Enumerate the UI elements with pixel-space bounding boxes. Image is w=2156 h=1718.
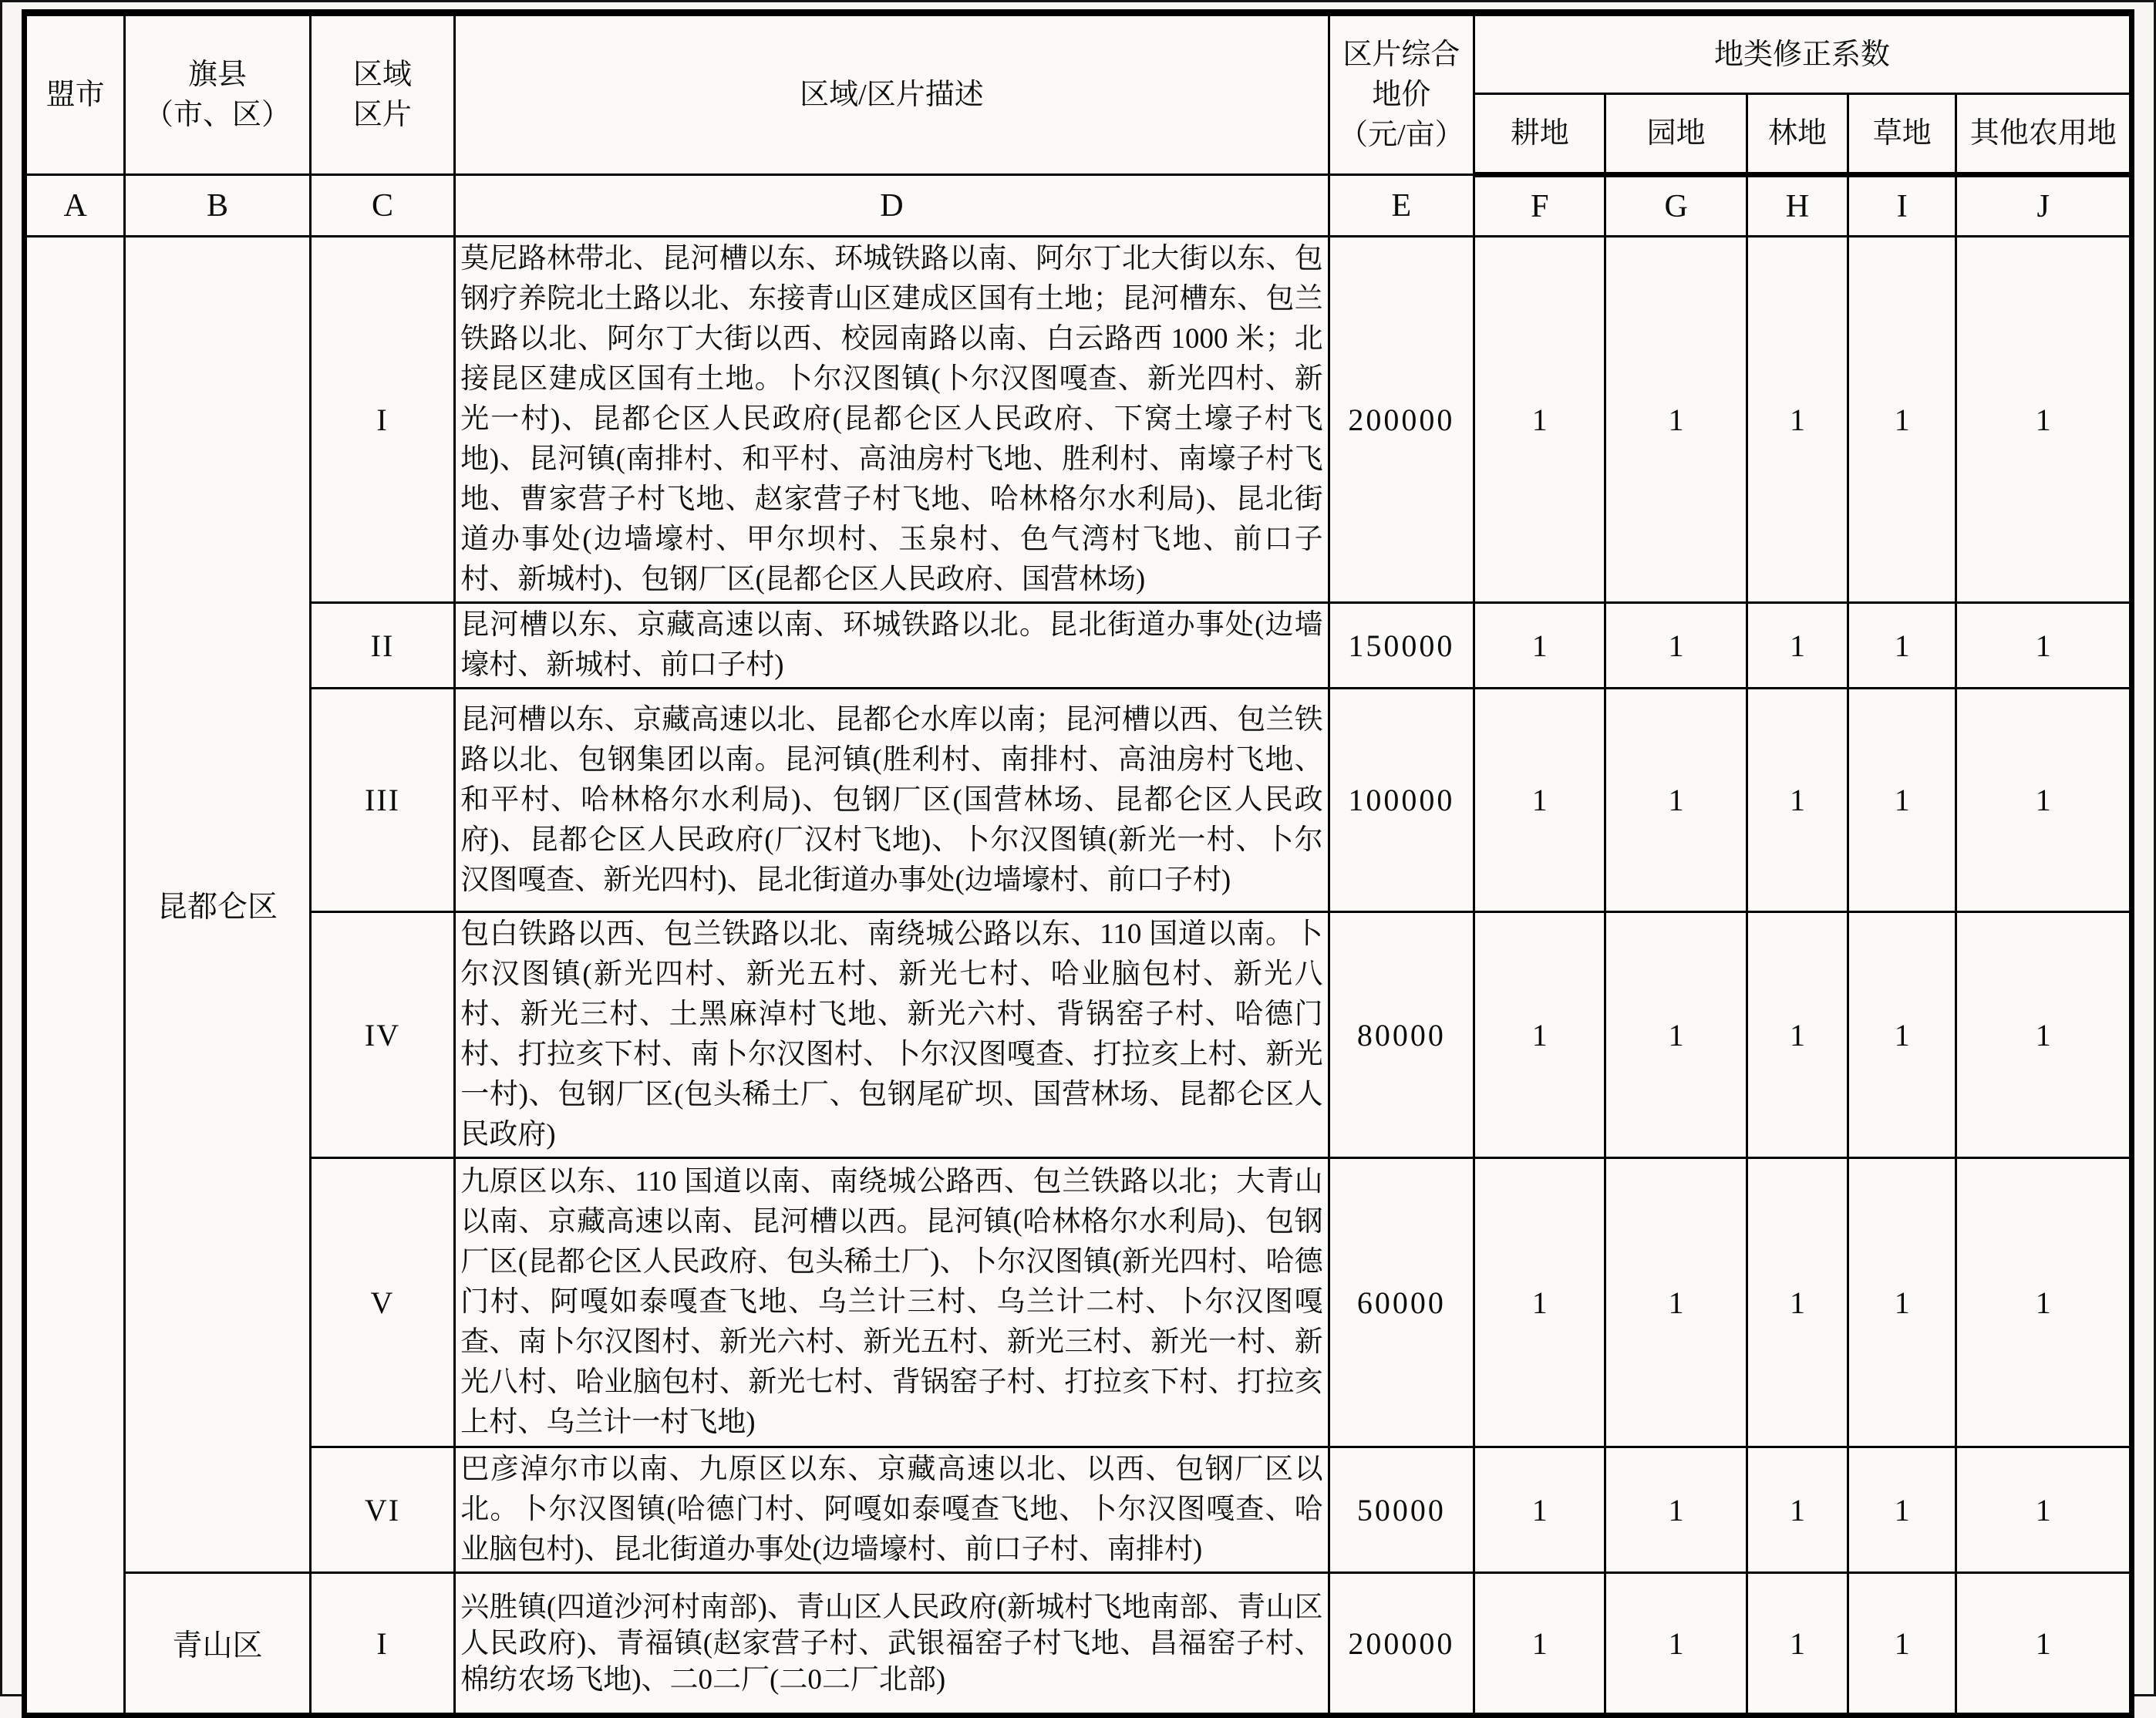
coef-grass: 1 bbox=[1848, 912, 1956, 1158]
column-letter-f: F bbox=[1474, 175, 1605, 237]
coef-forest: 1 bbox=[1747, 689, 1848, 912]
coef-garden: 1 bbox=[1605, 1573, 1747, 1716]
coef-other: 1 bbox=[1956, 1447, 2132, 1573]
table-row bbox=[25, 1573, 2132, 1716]
zone-description: 昆河槽以东、京藏高速以南、环城铁路以北。昆北街道办事处(边墙壕村、新城村、前口子村) bbox=[455, 603, 1329, 689]
coef-other: 1 bbox=[1956, 603, 2132, 689]
coef-grass: 1 bbox=[1848, 237, 1956, 603]
coef-other: 1 bbox=[1956, 912, 2132, 1158]
coef-forest: 1 bbox=[1747, 1158, 1848, 1447]
header-league: 盟市 bbox=[25, 13, 125, 175]
column-letter-h: H bbox=[1747, 175, 1848, 237]
coef-farmland: 1 bbox=[1474, 1447, 1605, 1573]
header-price-line3: （元/亩） bbox=[1339, 119, 1464, 151]
coef-other: 1 bbox=[1956, 1573, 2132, 1716]
header-coef-grass: 草地 bbox=[1848, 94, 1956, 175]
coef-garden: 1 bbox=[1605, 237, 1747, 603]
coef-farmland: 1 bbox=[1474, 1573, 1605, 1716]
zone-cell: II bbox=[310, 603, 454, 689]
header-price-line1: 区片综合 bbox=[1342, 39, 1460, 71]
header-county-line2: （市、区） bbox=[144, 99, 291, 131]
district-kundulun: 昆都仑区 bbox=[125, 237, 311, 1573]
column-letter-i: I bbox=[1848, 175, 1956, 237]
coef-garden: 1 bbox=[1605, 603, 1747, 689]
column-letter-d: D bbox=[455, 175, 1329, 237]
coef-garden: 1 bbox=[1605, 912, 1747, 1158]
table-row bbox=[25, 237, 2132, 603]
price-value: 200000 bbox=[1329, 1573, 1474, 1716]
column-letter-row bbox=[25, 175, 2132, 237]
coef-grass: 1 bbox=[1848, 1447, 1956, 1573]
coef-grass: 1 bbox=[1848, 689, 1956, 912]
zone-cell: V bbox=[310, 1158, 454, 1447]
coef-other: 1 bbox=[1956, 237, 2132, 603]
district-qingshan: 青山区 bbox=[125, 1573, 311, 1716]
column-letter-j: J bbox=[1956, 175, 2132, 237]
header-zone-line2: 区片 bbox=[352, 99, 412, 131]
coef-forest: 1 bbox=[1747, 912, 1848, 1158]
coef-other: 1 bbox=[1956, 1158, 2132, 1447]
header-zone-line1: 区域 bbox=[352, 59, 412, 91]
header-county-line1: 旗县 bbox=[188, 59, 248, 91]
league-city-cell bbox=[25, 237, 125, 1716]
column-letter-g: G bbox=[1605, 175, 1747, 237]
zone-description: 巴彦淖尔市以南、九原区以东、京藏高速以北、以西、包钢厂区以北。卜尔汉图镇(哈德门村、阿嘎如泰嘎查飞地、卜尔汉图嘎查、哈业脑包村)、昆北街道办事处(边墙壕村、前口子村、南排村) bbox=[455, 1447, 1329, 1573]
zone-description: 兴胜镇(四道沙河村南部)、青山区人民政府(新城村飞地南部、青山区人民政府)、青福镇(赵家营子村、武银福窑子村飞地、昌福窑子村、棉纺农场飞地)、二0二厂(二0二厂北部) bbox=[455, 1573, 1329, 1716]
header-county bbox=[125, 13, 311, 175]
land-price-table bbox=[22, 9, 2134, 1718]
coef-garden: 1 bbox=[1605, 1158, 1747, 1447]
coef-farmland: 1 bbox=[1474, 912, 1605, 1158]
zone-cell: VI bbox=[310, 1447, 454, 1573]
coef-farmland: 1 bbox=[1474, 1158, 1605, 1447]
coef-forest: 1 bbox=[1747, 1447, 1848, 1573]
header-coef-forest: 林地 bbox=[1747, 94, 1848, 175]
coef-farmland: 1 bbox=[1474, 689, 1605, 912]
price-value: 60000 bbox=[1329, 1158, 1474, 1447]
zone-description: 包白铁路以西、包兰铁路以北、南绕城公路以东、110 国道以南。卜尔汉图镇(新光四村、新光五村、新光七村、哈业脑包村、新光八村、新光三村、土黑麻淖村飞地、新光六村、背锅窑子村、哈德门村、打拉亥下村、南卜尔汉图村、卜尔汉图嘎查、打拉亥上村、新光一村)、包钢厂区(包头稀土厂、包钢尾矿坝、国营林场、昆都仑区人民政府) bbox=[455, 912, 1329, 1158]
zone-description: 九原区以东、110 国道以南、南绕城公路西、包兰铁路以北；大青山以南、京藏高速以南、昆河槽以西。昆河镇(哈林格尔水利局)、包钢厂区(昆都仑区人民政府、包头稀土厂)、卜尔汉图镇(新光四村、哈德门村、阿嘎如泰嘎查飞地、乌兰计三村、乌兰计二村、卜尔汉图嘎查、南卜尔汉图村、新光六村、新光五村、新光三村、新光一村、新光八村、哈业脑包村、新光七村、背锅窑子村、打拉亥下村、打拉亥上村、乌兰计一村飞地) bbox=[455, 1158, 1329, 1447]
price-value: 150000 bbox=[1329, 603, 1474, 689]
header-coef-garden: 园地 bbox=[1605, 94, 1747, 175]
coef-other: 1 bbox=[1956, 689, 2132, 912]
header-coef-farmland: 耕地 bbox=[1474, 94, 1605, 175]
zone-cell: I bbox=[310, 1573, 454, 1716]
coef-farmland: 1 bbox=[1474, 237, 1605, 603]
table-row bbox=[25, 1447, 2132, 1573]
header-coef-other: 其他农用地 bbox=[1956, 94, 2132, 175]
zone-cell: I bbox=[310, 237, 454, 603]
header-zone bbox=[310, 13, 454, 175]
price-value: 200000 bbox=[1329, 237, 1474, 603]
coef-garden: 1 bbox=[1605, 689, 1747, 912]
price-value: 50000 bbox=[1329, 1447, 1474, 1573]
coef-grass: 1 bbox=[1848, 1573, 1956, 1716]
column-letter-b: B bbox=[125, 175, 311, 237]
coef-grass: 1 bbox=[1848, 1158, 1956, 1447]
header-price bbox=[1329, 13, 1474, 175]
header-coefficient-group: 地类修正系数 bbox=[1474, 13, 2132, 94]
price-value: 80000 bbox=[1329, 912, 1474, 1158]
coef-garden: 1 bbox=[1605, 1447, 1747, 1573]
column-letter-a: A bbox=[25, 175, 125, 237]
table-row bbox=[25, 912, 2132, 1158]
zone-cell: IV bbox=[310, 912, 454, 1158]
coef-forest: 1 bbox=[1747, 1573, 1848, 1716]
header-price-line2: 地价 bbox=[1372, 79, 1431, 111]
coef-grass: 1 bbox=[1848, 603, 1956, 689]
coef-forest: 1 bbox=[1747, 237, 1848, 603]
coef-forest: 1 bbox=[1747, 603, 1848, 689]
table-row bbox=[25, 603, 2132, 689]
column-letter-e: E bbox=[1329, 175, 1474, 237]
header-description: 区域/区片描述 bbox=[455, 13, 1329, 175]
zone-description: 莫尼路林带北、昆河槽以东、环城铁路以南、阿尔丁北大街以东、包钢疗养院北土路以北、东接青山区建成区国有土地；昆河槽东、包兰铁路以北、阿尔丁大街以西、校园南路以南、白云路西 1000 米；北接昆区建成区国有土地。卜尔汉图镇(卜尔汉图嘎查、新光四村、新光一村)、昆都仑区人民政府(昆都仑区人民政府、下窝土壕子村飞地)、昆河镇(南排村、和平村、高油房村飞地、胜利村、南壕子村飞地、曹家营子村飞地、赵家营子村飞地、哈林格尔水利局)、昆北街道办事处(边墙壕村、甲尔坝村、玉泉村、色气湾村飞地、前口子村、新城村)、包钢厂区(昆都仑区人民政府、国营林场) bbox=[455, 237, 1329, 603]
column-letter-c: C bbox=[310, 175, 454, 237]
price-value: 100000 bbox=[1329, 689, 1474, 912]
coef-farmland: 1 bbox=[1474, 603, 1605, 689]
table-row bbox=[25, 689, 2132, 912]
zone-description: 昆河槽以东、京藏高速以北、昆都仑水库以南；昆河槽以西、包兰铁路以北、包钢集团以南。昆河镇(胜利村、南排村、高油房村飞地、和平村、哈林格尔水利局)、包钢厂区(国营林场、昆都仑区人民政府)、昆都仑区人民政府(厂汉村飞地)、卜尔汉图镇(新光一村、卜尔汉图嘎查、新光四村)、昆北街道办事处(边墙壕村、前口子村) bbox=[455, 689, 1329, 912]
table-row bbox=[25, 1158, 2132, 1447]
zone-cell: III bbox=[310, 689, 454, 912]
